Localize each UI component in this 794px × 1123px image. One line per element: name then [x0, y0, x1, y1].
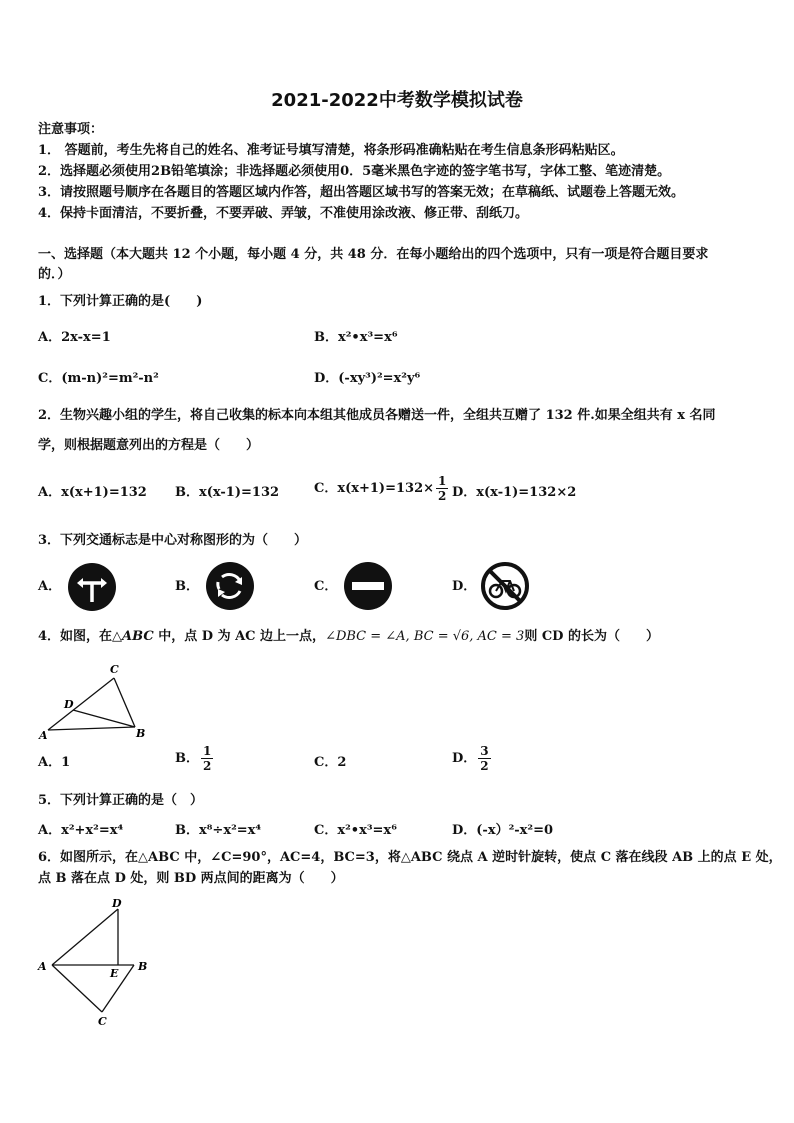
q3-option-b: B． — [175, 579, 199, 594]
q1-stem: 1．下列计算正确的是( ) — [38, 294, 203, 309]
q2-option-c-fraction — [436, 474, 448, 503]
fraction-denominator: 2 — [438, 489, 447, 503]
notice-item-1: 1． 答题前，考生先将自己的姓名、准考证号填写清楚，将条形码准确粘贴在考生信息条形码粘贴区。 — [38, 143, 624, 158]
q5-option-c: C．x²•x³=x⁶ — [314, 823, 397, 838]
q1-option-d: D．(-xy³)²=x²y⁶ — [314, 371, 421, 386]
q6-label-c: C — [98, 1015, 107, 1028]
q6-label-e: E — [110, 967, 119, 980]
q4-option-c: C．2 — [314, 755, 347, 770]
q2-option-c-text: C．x(x+1)=132× — [314, 481, 435, 496]
q4-option-a: A．1 — [38, 755, 71, 770]
page-title: 2021-2022中考数学模拟试卷 — [271, 90, 523, 111]
q4-stem-suffix: 则 CD 的长为（ ） — [524, 629, 659, 644]
turn-left-right-sign-icon — [66, 561, 118, 613]
q4-stem-triangle: △ABC — [112, 629, 154, 644]
q4-option-d — [452, 744, 493, 773]
notice-item-2: 2．选择题必须使用2B铅笔填涂；非选择题必须使用0．5毫米黑色字迹的签字笔书写，字体工整、笔迹清楚。 — [38, 164, 671, 179]
q2-option-d: D．x(x-1)=132×2 — [452, 485, 577, 500]
q6-stem-line1: 6．如图所示，在△ABC 中，∠C=90°，AC=4，BC=3，将△ABC 绕点 A 逆时针旋转，使点 C 落在线段 AB 上的点 E 处， — [38, 850, 782, 865]
q2-option-a: A．x(x+1)=132 — [38, 485, 147, 500]
q5-option-a: A．x²+x²=x⁴ — [38, 823, 124, 838]
q4-option-b — [175, 744, 215, 773]
fraction-numerator: 1 — [438, 474, 447, 488]
q2-option-b: B．x(x-1)=132 — [175, 485, 280, 500]
q4-stem-math: ∠DBC = ∠A, BC = √6, AC = 3 — [325, 629, 525, 644]
q6-stem-line2: 点 B 落在点 D 处，则 BD 两点间的距离为（ ） — [38, 871, 344, 886]
fraction-denominator: 2 — [480, 759, 489, 773]
q3-option-a: A． — [38, 579, 62, 594]
q4-option-b-label: B． — [175, 751, 199, 766]
q3-option-d: D． — [452, 579, 477, 594]
notice-item-3: 3．请按照题号顺序在各题目的答题区域内作答，超出答题区域书写的答案无效；在草稿纸、试题卷上答题无效。 — [38, 185, 685, 200]
q1-option-c: C．(m-n)²=m²-n² — [38, 371, 159, 386]
q6-label-d: D — [112, 897, 122, 910]
q6-label-b: B — [138, 960, 148, 973]
q4-option-d-label: D． — [452, 751, 477, 766]
q1-option-a: A．2x-x=1 — [38, 330, 111, 345]
q5-option-d: D．(-x）²-x²=0 — [452, 823, 554, 838]
q4-triangle-diagram — [34, 660, 154, 742]
q4-stem — [38, 628, 659, 645]
q3-stem: 3．下列交通标志是中心对称图形的为（ ） — [38, 533, 308, 548]
q2-option-c — [314, 474, 450, 503]
q2-stem-line1: 2．生物兴趣小组的学生，将自己收集的标本向本组其他成员各赠送一件，全组共互赠了 132 件.如果全组共有 x 名同 — [38, 408, 716, 423]
q3-option-c: C． — [314, 579, 338, 594]
q4-stem-mid: 中，点 D 为 AC 边上一点， — [153, 629, 326, 644]
notice-item-4: 4．保持卡面清洁，不要折叠，不要弄破、弄皱，不准使用涂改液、修正带、刮纸刀。 — [38, 206, 529, 221]
q5-option-b: B．x⁸÷x²=x⁴ — [175, 823, 262, 838]
q4-option-b-fraction — [201, 744, 213, 773]
q4-option-d-fraction — [478, 744, 490, 773]
notice-heading: 注意事项： — [38, 122, 104, 137]
q2-stem-line2: 学，则根据题意列出的方程是（ ） — [38, 438, 260, 453]
q4-label-c: C — [110, 663, 119, 676]
fraction-denominator: 2 — [203, 759, 212, 773]
section-heading-line2: 的．） — [38, 267, 71, 282]
q6-rotation-diagram — [34, 895, 164, 1030]
q1-option-b: B．x²•x³=x⁶ — [314, 330, 398, 345]
roundabout-sign-icon — [204, 560, 256, 612]
q4-stem-prefix: 4．如图，在 — [38, 629, 113, 644]
no-bicycle-sign-icon — [480, 561, 530, 611]
q5-stem: 5．下列计算正确的是（ ） — [38, 793, 204, 808]
fraction-numerator: 1 — [203, 744, 212, 758]
q4-label-b: B — [136, 727, 146, 740]
q4-label-d: D — [64, 698, 74, 711]
no-entry-sign-icon — [342, 560, 394, 612]
section-heading-line1: 一、选择题（本大题共 12 个小题，每小题 4 分，共 48 分．在每小题给出的四个选项中，只有一项是符合题目要求 — [38, 247, 709, 262]
fraction-numerator: 3 — [480, 744, 489, 758]
q6-label-a: A — [38, 960, 47, 973]
q4-label-a: A — [39, 729, 48, 742]
